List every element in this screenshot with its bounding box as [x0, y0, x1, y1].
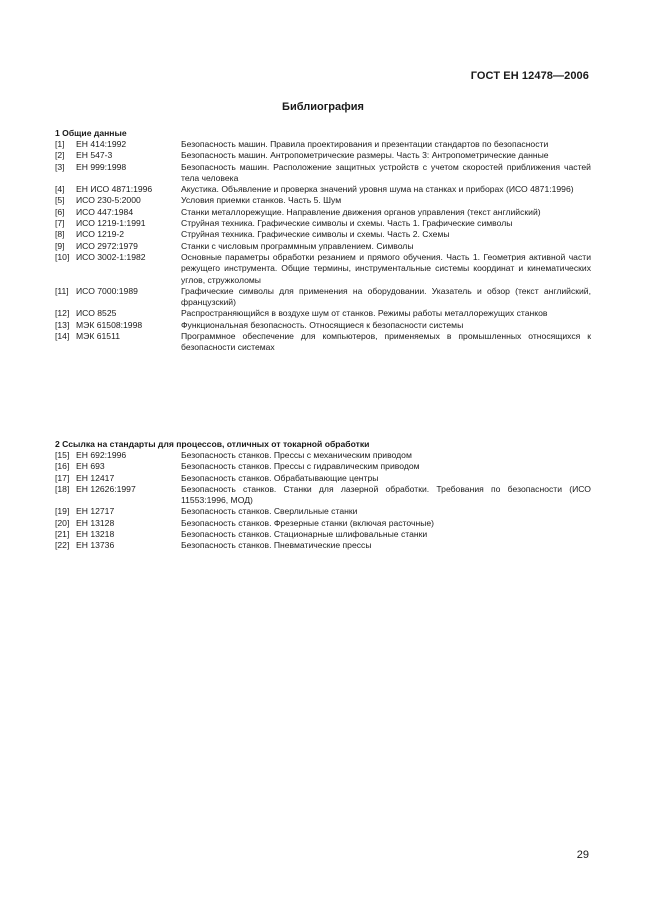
entry-standard-code: ЕН ИСО 4871:1996: [76, 184, 153, 195]
bibliography-entry: [55, 473, 591, 484]
entry-standard-code: ЕН 13128: [76, 517, 115, 528]
entry-number: [19]: [55, 506, 70, 517]
entry-standard-code: ИСО 1219-2: [76, 229, 125, 240]
entry-standard-code: ЕН 12626:1997: [76, 483, 136, 494]
entry-number: [14]: [55, 331, 70, 342]
entry-standard-code: ЕН 12417: [76, 472, 115, 483]
entry-standard-code: ИСО 2972:1979: [76, 240, 138, 251]
entry-number: [13]: [55, 319, 70, 330]
bibliography-entry: [55, 241, 591, 252]
entry-number: [12]: [55, 308, 70, 319]
entry-standard-code: ЕН 13736: [76, 540, 115, 551]
entry-number: [3]: [55, 161, 65, 172]
entry-description: Безопасность станков. Фрезерные станки (включая расточные): [181, 517, 435, 528]
entry-description: Безопасность станков. Стационарные шлифовальные станки: [181, 529, 428, 540]
entry-number: [22]: [55, 540, 70, 551]
entry-description: Условия приемки станков. Часть 5. Шум: [181, 195, 342, 206]
entry-description: Программное обеспечение для компьютеров, применяемых в промышленных относящихся к безопасности системах: [181, 331, 591, 353]
entry-number: [2]: [55, 150, 65, 161]
bibliography-entry: [55, 252, 591, 286]
bibliography-entry: [55, 139, 591, 150]
section-heading-processes: 2 Ссылка на стандарты для процессов, отличных от токарной обработки: [55, 439, 370, 449]
entry-number: [7]: [55, 218, 65, 229]
bibliography-entry: [55, 286, 591, 309]
entry-description: Струйная техника. Графические символы и схемы. Часть 2. Схемы: [181, 229, 450, 240]
entry-standard-code: ЕН 693: [76, 461, 105, 472]
entry-standard-code: МЭК 61511: [76, 331, 120, 342]
bibliography-entry: [55, 320, 591, 331]
entry-number: [5]: [55, 195, 65, 206]
entry-description: Безопасность станков. Обрабатывающие центры: [181, 472, 379, 483]
entry-description: Станки металлорежущие. Направление движения органов управления (текст английский): [181, 206, 541, 217]
entry-number: [20]: [55, 517, 70, 528]
bibliography-entry: [55, 229, 591, 240]
page-title: Библиография: [282, 101, 364, 113]
entry-standard-code: ЕН 13218: [76, 529, 115, 540]
entry-description: Безопасность машин. Правила проектирования и презентации стандартов по безопасности: [181, 139, 549, 149]
entry-number: [21]: [55, 529, 70, 540]
entry-description: Струйная техника. Графические символы и схемы. Часть 1. Графические символы: [181, 218, 513, 229]
entry-number: [8]: [55, 229, 65, 240]
entry-standard-code: ЕН 692:1996: [76, 450, 127, 460]
entry-number: [4]: [55, 184, 65, 195]
standard-code-header: ГОСТ ЕН 12478—2006: [470, 70, 589, 82]
entry-standard-code: МЭК 61508:1998: [76, 319, 143, 330]
entry-number: [17]: [55, 472, 70, 483]
entry-description: Станки с числовым программным управлением. Символы: [181, 240, 414, 251]
bibliography-entry: [55, 150, 591, 161]
entry-standard-code: ИСО 3002-1:1982: [76, 251, 146, 262]
section-list-general: [55, 139, 591, 354]
bibliography-entry: [55, 308, 591, 319]
bibliography-entry: [55, 218, 591, 229]
bibliography-entry: [55, 195, 591, 206]
entry-number: [10]: [55, 251, 70, 262]
entry-standard-code: ЕН 999:1998: [76, 161, 127, 172]
entry-number: [1]: [55, 139, 65, 149]
bibliography-entry: [55, 518, 591, 529]
entry-description: Безопасность машин. Расположение защитных устройств с учетом скоростей приближения частей тела человека: [181, 161, 591, 183]
entry-number: [9]: [55, 240, 65, 251]
entry-description: Акустика. Объявление и проверка значений уровня шума на станках и приборах (ИСО 4871:1996): [181, 184, 574, 195]
entry-standard-code: ИСО 447:1984: [76, 206, 134, 217]
bibliography-entry: [55, 450, 591, 461]
entry-description: Графические символы для применения на оборудовании. Указатель и обзор (текст английский, французский): [181, 285, 591, 308]
bibliography-entry: [55, 162, 591, 185]
entry-standard-code: ИСО 230-5:2000: [76, 195, 141, 206]
entry-description: Безопасность станков. Прессы с гидравлическим приводом: [181, 461, 420, 472]
page-number: 29: [576, 849, 589, 861]
bibliography-entry: [55, 540, 591, 551]
entry-number: [11]: [55, 285, 69, 296]
entry-standard-code: ИСО 8525: [76, 308, 117, 319]
bibliography-entry: [55, 461, 591, 472]
entry-description: Безопасность машин. Антропометрические размеры. Часть 3: Антропометрические данные: [181, 150, 549, 161]
entry-number: [6]: [55, 206, 65, 217]
entry-description: Функциональная безопасность. Относящиеся к безопасности системы: [181, 319, 464, 330]
entry-number: [18]: [55, 483, 70, 494]
entry-description: Безопасность станков. Прессы с механическим приводом: [181, 450, 412, 460]
section-list-processes: [55, 450, 591, 552]
bibliography-entry: [55, 484, 591, 507]
entry-standard-code: ИСО 7000:1989: [76, 285, 138, 296]
entry-description: Основные параметры обработки резанием и прямого обучения. Часть 1. Геометрия активной части режущего инструмента. Общие термины, инструментальные системы координат и кинематических углов, стружколомы: [181, 251, 591, 285]
bibliography-entry: [55, 184, 591, 195]
entry-standard-code: ЕН 12717: [76, 506, 115, 517]
bibliography-entry: [55, 506, 591, 517]
bibliography-entry: [55, 331, 591, 354]
entry-number: [16]: [55, 461, 70, 472]
bibliography-entry: [55, 207, 591, 218]
entry-standard-code: ИСО 1219-1:1991: [76, 218, 146, 229]
section-heading-general: 1 Общие данные: [55, 128, 127, 138]
entry-description: Безопасность станков. Станки для лазерной обработки. Требования по безопасности (ИСО 11553:1996, МОД): [181, 483, 591, 506]
entry-number: [15]: [55, 450, 70, 460]
entry-standard-code: ЕН 547-3: [76, 150, 113, 161]
bibliography-entry: [55, 529, 591, 540]
entry-description: Безопасность станков. Сверлильные станки: [181, 506, 358, 517]
entry-description: Безопасность станков. Пневматические прессы: [181, 540, 372, 551]
entry-description: Распространяющийся в воздухе шум от станков. Режимы работы металлорежущих станков: [181, 308, 548, 319]
entry-standard-code: ЕН 414:1992: [76, 139, 127, 149]
